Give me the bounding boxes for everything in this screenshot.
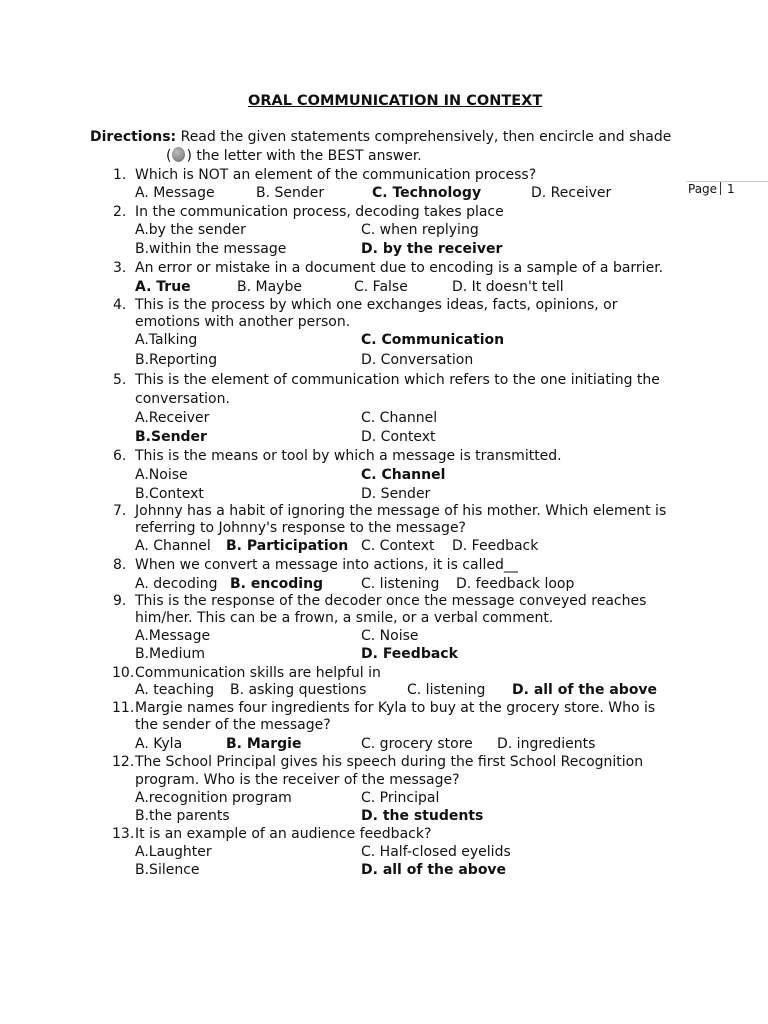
answer-option: D. Receiver	[531, 185, 612, 201]
directions-text-1: Read the given statements comprehensively, then encircle and shade	[176, 129, 672, 145]
question-text: This is the process by which one exchanges ideas, facts, opinions, or	[135, 297, 618, 313]
question-number: 8.	[113, 557, 127, 573]
question-number: 1.	[113, 167, 127, 183]
answer-option: B.Reporting	[135, 352, 218, 368]
answer-option: B. Maybe	[237, 279, 302, 295]
question-number: 10.	[112, 665, 135, 681]
question-text: Margie names four ingredients for Kyla to buy at the grocery store. Who is	[135, 700, 656, 716]
directions-open-paren: (	[166, 148, 172, 164]
answer-option: D. Sender	[361, 486, 431, 502]
answer-option: A.by the sender	[135, 222, 246, 238]
question-text: Johnny has a habit of ignoring the message of his mother. Which element is	[135, 503, 667, 519]
question-number: 3.	[113, 260, 127, 276]
question-text: An error or mistake in a document due to encoding is a sample of a barrier.	[135, 260, 664, 276]
directions-text-2: ) the letter with the BEST answer.	[186, 148, 422, 164]
directions-line-2	[166, 147, 422, 165]
answer-option: C. Half-closed eyelids	[361, 844, 511, 860]
answer-option: C. Principal	[361, 790, 440, 806]
answer-option: D. It doesn't tell	[452, 279, 564, 295]
answer-option-correct: C. Technology	[372, 185, 482, 201]
answer-option: A. decoding	[135, 576, 218, 592]
answer-option: C. when replying	[361, 222, 479, 238]
question-number: 6.	[113, 448, 127, 464]
answer-option: C. Noise	[361, 628, 419, 644]
answer-option-correct: D. the students	[361, 808, 484, 824]
question-number: 5.	[113, 372, 127, 388]
answer-option-correct: B. encoding	[230, 576, 324, 592]
answer-option: B.within the message	[135, 241, 287, 257]
question-text: It is an example of an audience feedback?	[135, 826, 432, 842]
page-title: ORAL COMMUNICATION IN CONTEXT	[248, 93, 543, 109]
page-number-separator	[720, 182, 721, 195]
question-number: 13.	[112, 826, 135, 842]
question-text: This is the means or tool by which a message is transmitted.	[135, 448, 562, 464]
directions-label: Directions:	[90, 129, 177, 145]
question-text: In the communication process, decoding takes place	[135, 204, 504, 220]
answer-option: D. Feedback	[452, 538, 539, 554]
shaded-circle-icon	[172, 147, 185, 162]
answer-option: A.Noise	[135, 467, 188, 483]
answer-option: A.Talking	[135, 332, 198, 348]
answer-option: A. Kyla	[135, 736, 183, 752]
answer-option: D. Conversation	[361, 352, 474, 368]
answer-option: C. listening	[407, 682, 486, 698]
question-text: conversation.	[135, 391, 230, 407]
question-text: Communication skills are helpful in	[135, 665, 381, 681]
question-text: him/her. This can be a frown, a smile, or a verbal comment.	[135, 610, 554, 626]
question-text: emotions with another person.	[135, 314, 351, 330]
answer-option: B.Context	[135, 486, 204, 502]
answer-option: A. teaching	[135, 682, 215, 698]
answer-option: A. Message	[135, 185, 215, 201]
answer-option: A.recognition program	[135, 790, 292, 806]
question-number: 12.	[112, 754, 135, 770]
answer-option-correct: C. Channel	[361, 467, 446, 483]
question-number: 7.	[113, 503, 127, 519]
question-text: When we convert a message into actions, it is called__	[135, 557, 518, 573]
question-text: program. Who is the receiver of the message?	[135, 772, 460, 788]
answer-option: B.Silence	[135, 862, 200, 878]
answer-option-correct: D. Feedback	[361, 646, 458, 662]
question-text: the sender of the message?	[135, 717, 331, 733]
answer-option: B. asking questions	[230, 682, 367, 698]
answer-option-correct: D. by the receiver	[361, 241, 503, 257]
answer-option: C. False	[354, 279, 408, 295]
page-number-label: Page	[688, 182, 718, 196]
answer-option-correct: D. all of the above	[512, 682, 658, 698]
answer-option: A. Channel	[135, 538, 211, 554]
answer-option: D. feedback loop	[456, 576, 575, 592]
question-text: This is the element of communication which refers to the one initiating the	[135, 372, 660, 388]
answer-option: C. Channel	[361, 410, 438, 426]
answer-option: C. Context	[361, 538, 435, 554]
answer-option: D. ingredients	[497, 736, 596, 752]
question-text: The School Principal gives his speech during the first School Recognition	[135, 754, 644, 770]
question-number: 2.	[113, 204, 127, 220]
answer-option-correct: D. all of the above	[361, 862, 507, 878]
answer-option: B. Sender	[256, 185, 325, 201]
answer-option-correct: B. Participation	[226, 538, 349, 554]
answer-option: A.Message	[135, 628, 211, 644]
question-text: This is the response of the decoder once the message conveyed reaches	[135, 593, 647, 609]
directions-line-1	[90, 128, 671, 146]
question-number: 11.	[112, 700, 135, 716]
answer-option: B.the parents	[135, 808, 230, 824]
answer-option: C. grocery store	[361, 736, 473, 752]
answer-option: B.Medium	[135, 646, 206, 662]
page-number: 1	[727, 182, 735, 196]
answer-option-correct: B.Sender	[135, 429, 207, 445]
question-text: Which is NOT an element of the communication process?	[135, 167, 537, 183]
answer-option-correct: B. Margie	[226, 736, 302, 752]
question-number: 9.	[113, 593, 127, 609]
answer-option-correct: C. Communication	[361, 332, 505, 348]
question-text: referring to Johnny's response to the message?	[135, 520, 466, 536]
answer-option: D. Context	[361, 429, 436, 445]
answer-option: C. listening	[361, 576, 440, 592]
question-number: 4.	[113, 297, 127, 313]
page-header-rule	[686, 181, 768, 182]
answer-option: A.Receiver	[135, 410, 210, 426]
answer-option: A.Laughter	[135, 844, 212, 860]
answer-option-correct: A. True	[135, 279, 191, 295]
